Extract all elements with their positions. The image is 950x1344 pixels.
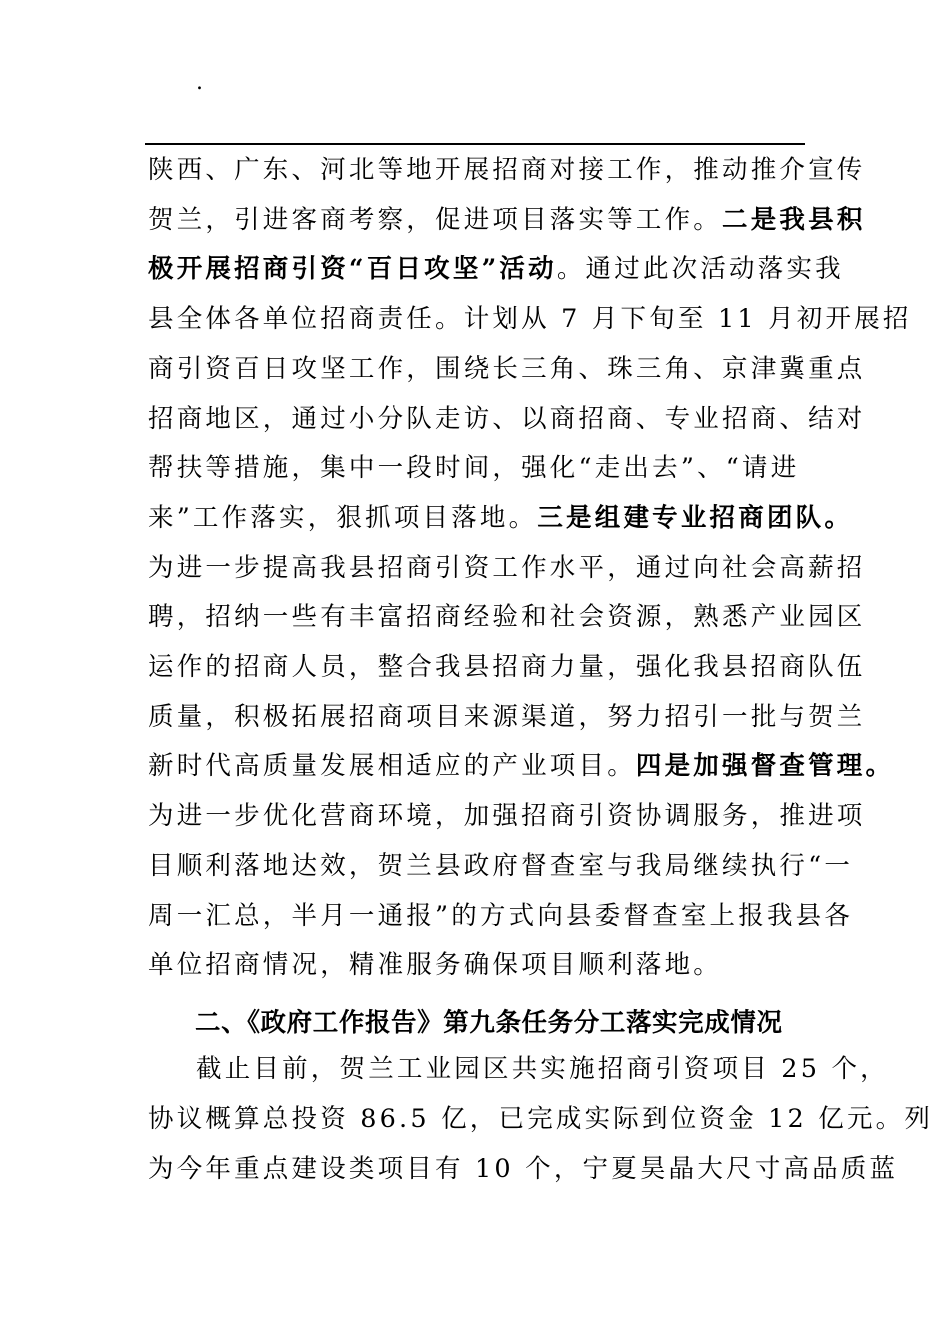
text-run: 目顺利落地达效，贺兰县政府督查室与我局继续执行“一 [148,850,854,881]
text-run: 质量，积极拓展招商项目来源渠道，努力招引一批与贺兰 [148,701,866,732]
text-run: 为进一步优化营商环境，加强招商引资协调服务，推进项 [148,801,866,832]
text-run: 商引资百日攻坚工作，围绕长三角、珠三角、京津冀重点 [148,353,866,384]
text-run: 聘，招纳一些有丰富招商经验和社会资源，熟悉产业园区 [148,602,866,633]
text-run: 来”工作落实，狠抓项目落地。 [148,502,538,533]
text-line [148,353,866,385]
text-run: 。通过此次活动落实我 [556,254,844,285]
text-run: 为进一步提高我县招商引资工作水平，通过向社会高薪招 [148,552,866,583]
bold-text-run: 极开展招商引资“百日攻坚”活动 [148,254,557,285]
bold-text-run: 四是加强督查管理。 [635,751,895,782]
text-line [148,154,866,186]
text-line [148,552,866,584]
section-heading: 二、《政府工作报告》第九条任务分工落实完成情况 [195,1008,783,1038]
bold-text-run: 二是我县积 [722,204,866,235]
text-line [148,403,866,435]
bold-text-run: 三是组建专业招商团队。 [537,502,854,533]
text-line [148,1153,898,1185]
text-line [148,1103,933,1135]
text-line [196,1053,889,1085]
text-line [148,900,853,932]
text-line [148,701,866,733]
text-run: 县全体各单位招商责任。计划从 7 月下旬至 11 月初开展招 [148,304,912,335]
text-line [148,253,844,285]
text-run: 陕西、广东、河北等地开展招商对接工作，推动推介宣传 [148,155,866,185]
text-line [148,303,912,335]
text-line [148,850,853,882]
text-line [148,601,866,633]
text-run: 贺兰，引进客商考察，促进项目落实等工作。 [148,204,723,235]
text-line [148,502,853,534]
text-line [148,452,799,484]
text-run: 新时代高质量发展相适应的产业项目。 [148,751,636,782]
text-line [148,651,866,683]
text-run: 单位招商情况，精准服务确保项目顺利落地。 [148,950,723,981]
text-run: 周一汇总，半月一通报”的方式向县委督查室上报我县各 [148,900,854,931]
text-run: 招商地区，通过小分队走访、以商招商、专业招商、结对 [148,403,866,434]
text-run: 帮扶等措施，集中一段时间，强化“走出去”、“请进 [148,453,800,484]
text-line [148,204,866,236]
text-run: 协议概算总投资 86.5 亿，已完成实际到位资金 12 亿元。列 [148,1104,934,1134]
header-rule [145,143,805,145]
header-dot: . [196,70,203,95]
text-run: 运作的招商人员，整合我县招商力量，强化我县招商队伍 [148,652,866,682]
text-line [148,750,894,782]
text-line [148,949,722,981]
text-run: 截止目前，贺兰工业园区共实施招商引资项目 25 个， [196,1054,889,1084]
text-line [148,800,866,832]
text-run: 为今年重点建设类项目有 10 个，宁夏昊晶大尺寸高品质蓝 [148,1154,899,1184]
